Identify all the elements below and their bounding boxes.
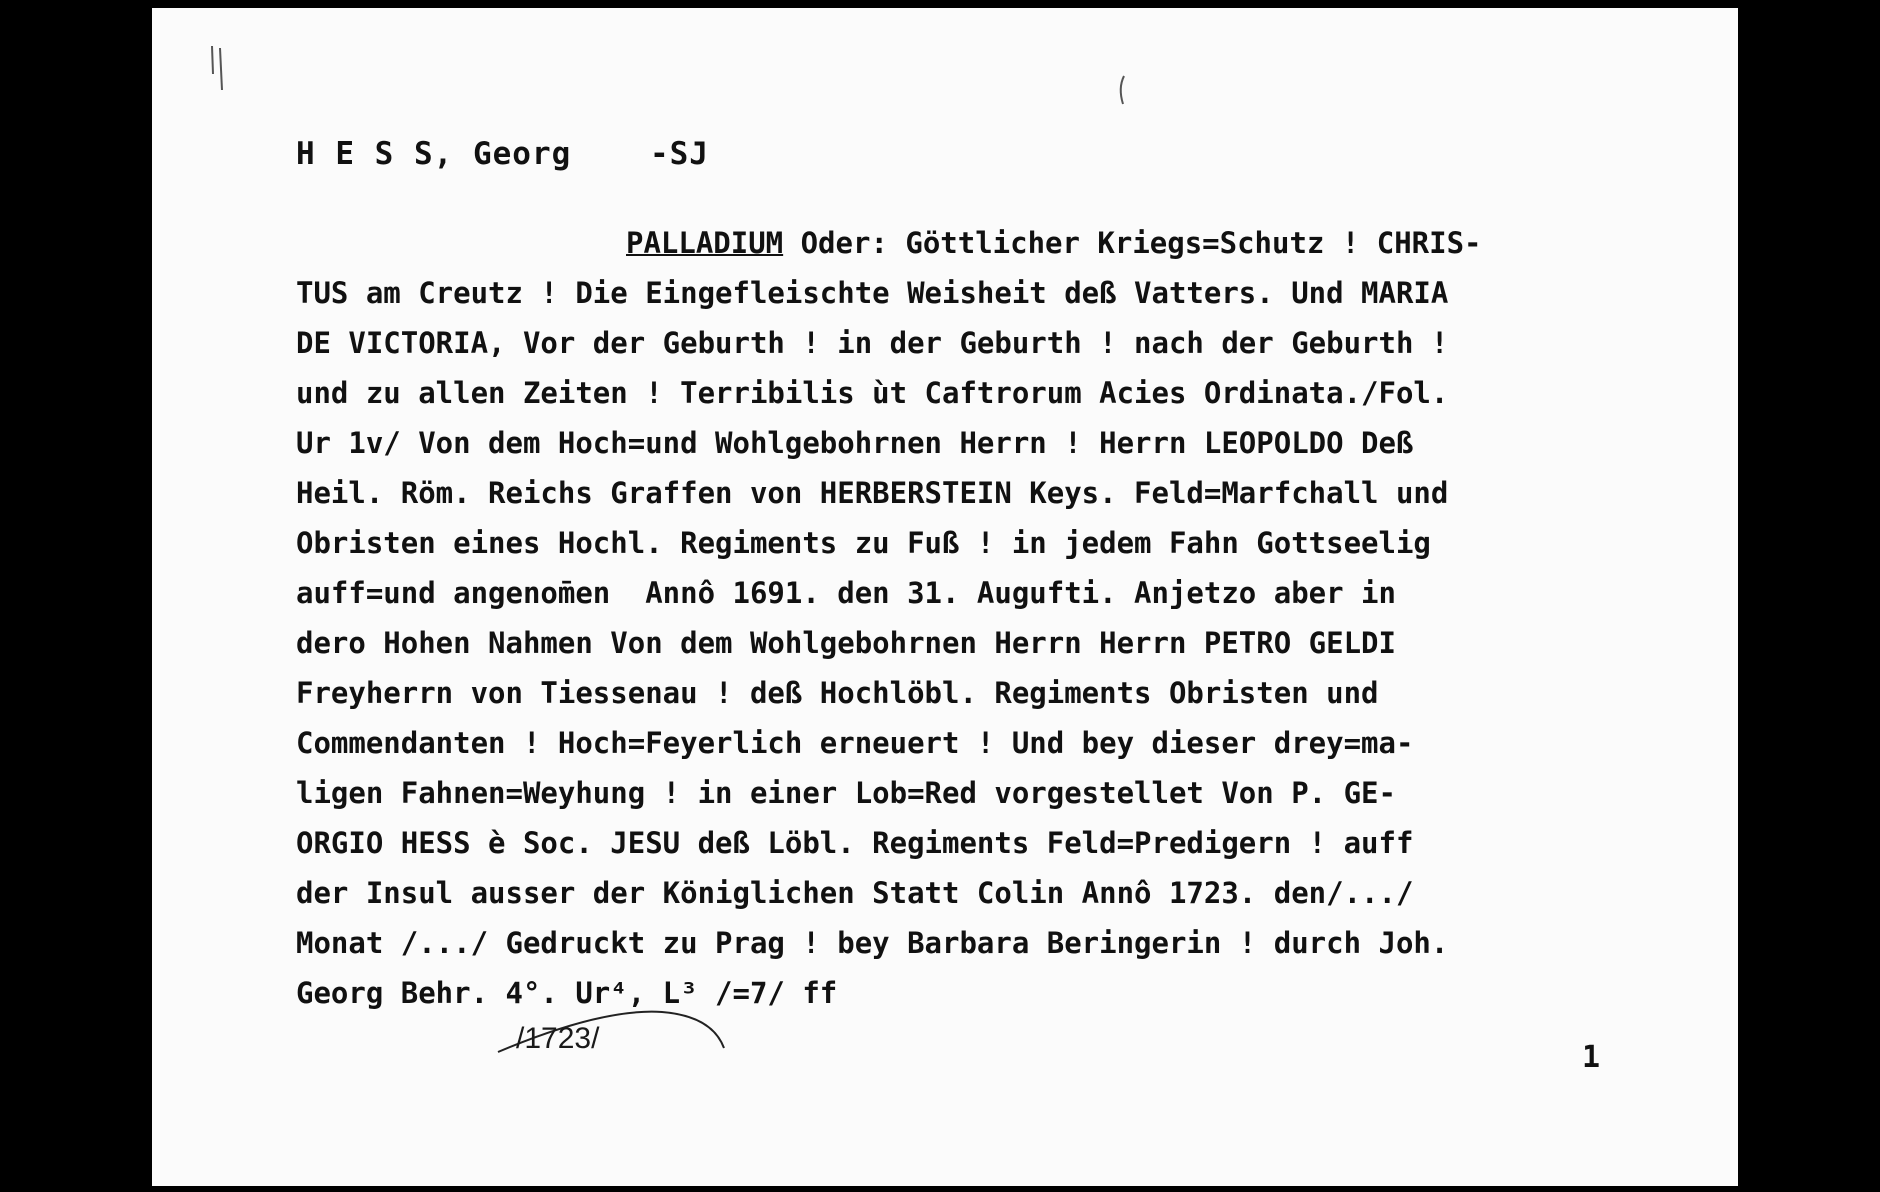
author-heading: H E S S, Georg -SJ xyxy=(296,136,709,172)
text-line-2: TUS am Creutz ! Die Eingefleischte Weisheit deß Vatters. Und MARIA xyxy=(296,276,1449,310)
text-line-14: der Insul ausser der Königlichen Statt Colin Annô 1723. den/.../ xyxy=(296,876,1414,910)
page-number: 1 xyxy=(1582,1040,1601,1075)
title-description xyxy=(296,218,1736,1018)
margin-mark xyxy=(212,46,213,74)
text-line-5: Ur 1v/ Von dem Hoch=und Wohlgebohrnen Herrn ! Herrn LEOPOLDO Deß xyxy=(296,426,1414,460)
text-line-11: Commendanten ! Hoch=Feyerlich erneuert ! Und bey dieser drey=ma- xyxy=(296,726,1414,760)
text-line-15: Monat /.../ Gedruckt zu Prag ! bey Barbara Beringerin ! durch Joh. xyxy=(296,926,1449,960)
margin-mark xyxy=(1121,76,1124,104)
text-line-9: dero Hohen Nahmen Von dem Wohlgebohrnen Herrn Herrn PETRO GELDI xyxy=(296,626,1396,660)
text-line-16: Georg Behr. 4°. Ur⁴, L³ /=7/ ff xyxy=(296,976,838,1010)
catalog-card xyxy=(152,8,1738,1186)
text-line-1-rest: Oder: Göttlicher Kriegs=Schutz ! CHRIS- xyxy=(783,226,1482,260)
text-line-12: ligen Fahnen=Weyhung ! in einer Lob=Red vorgestellet Von P. GE- xyxy=(296,776,1396,810)
text-line-13: ORGIO HESS è Soc. JESU deß Löbl. Regiments Feld=Predigern ! auff xyxy=(296,826,1414,860)
title-word: PALLADIUM xyxy=(626,226,784,260)
text-line-1 xyxy=(296,218,1736,268)
text-line-6: Heil. Röm. Reichs Graffen von HERBERSTEIN Keys. Feld=Marfchall und xyxy=(296,476,1449,510)
handwritten-year: /1723/ xyxy=(516,1022,600,1055)
text-line-4: und zu allen Zeiten ! Terribilis ùt Caftrorum Acies Ordinata./Fol. xyxy=(296,376,1449,410)
margin-mark xyxy=(220,48,222,90)
text-line-8: auff=und angenom̄en Annô 1691. den 31. Augufti. Anjetzo aber in xyxy=(296,576,1396,610)
text-line-7: Obristen eines Hochl. Regiments zu Fuß ! in jedem Fahn Gottseelig xyxy=(296,526,1431,560)
text-line-10: Freyherrn von Tiessenau ! deß Hochlöbl. Regiments Obristen und xyxy=(296,676,1379,710)
text-line-3: DE VICTORIA, Vor der Geburth ! in der Geburth ! nach der Geburth ! xyxy=(296,326,1449,360)
